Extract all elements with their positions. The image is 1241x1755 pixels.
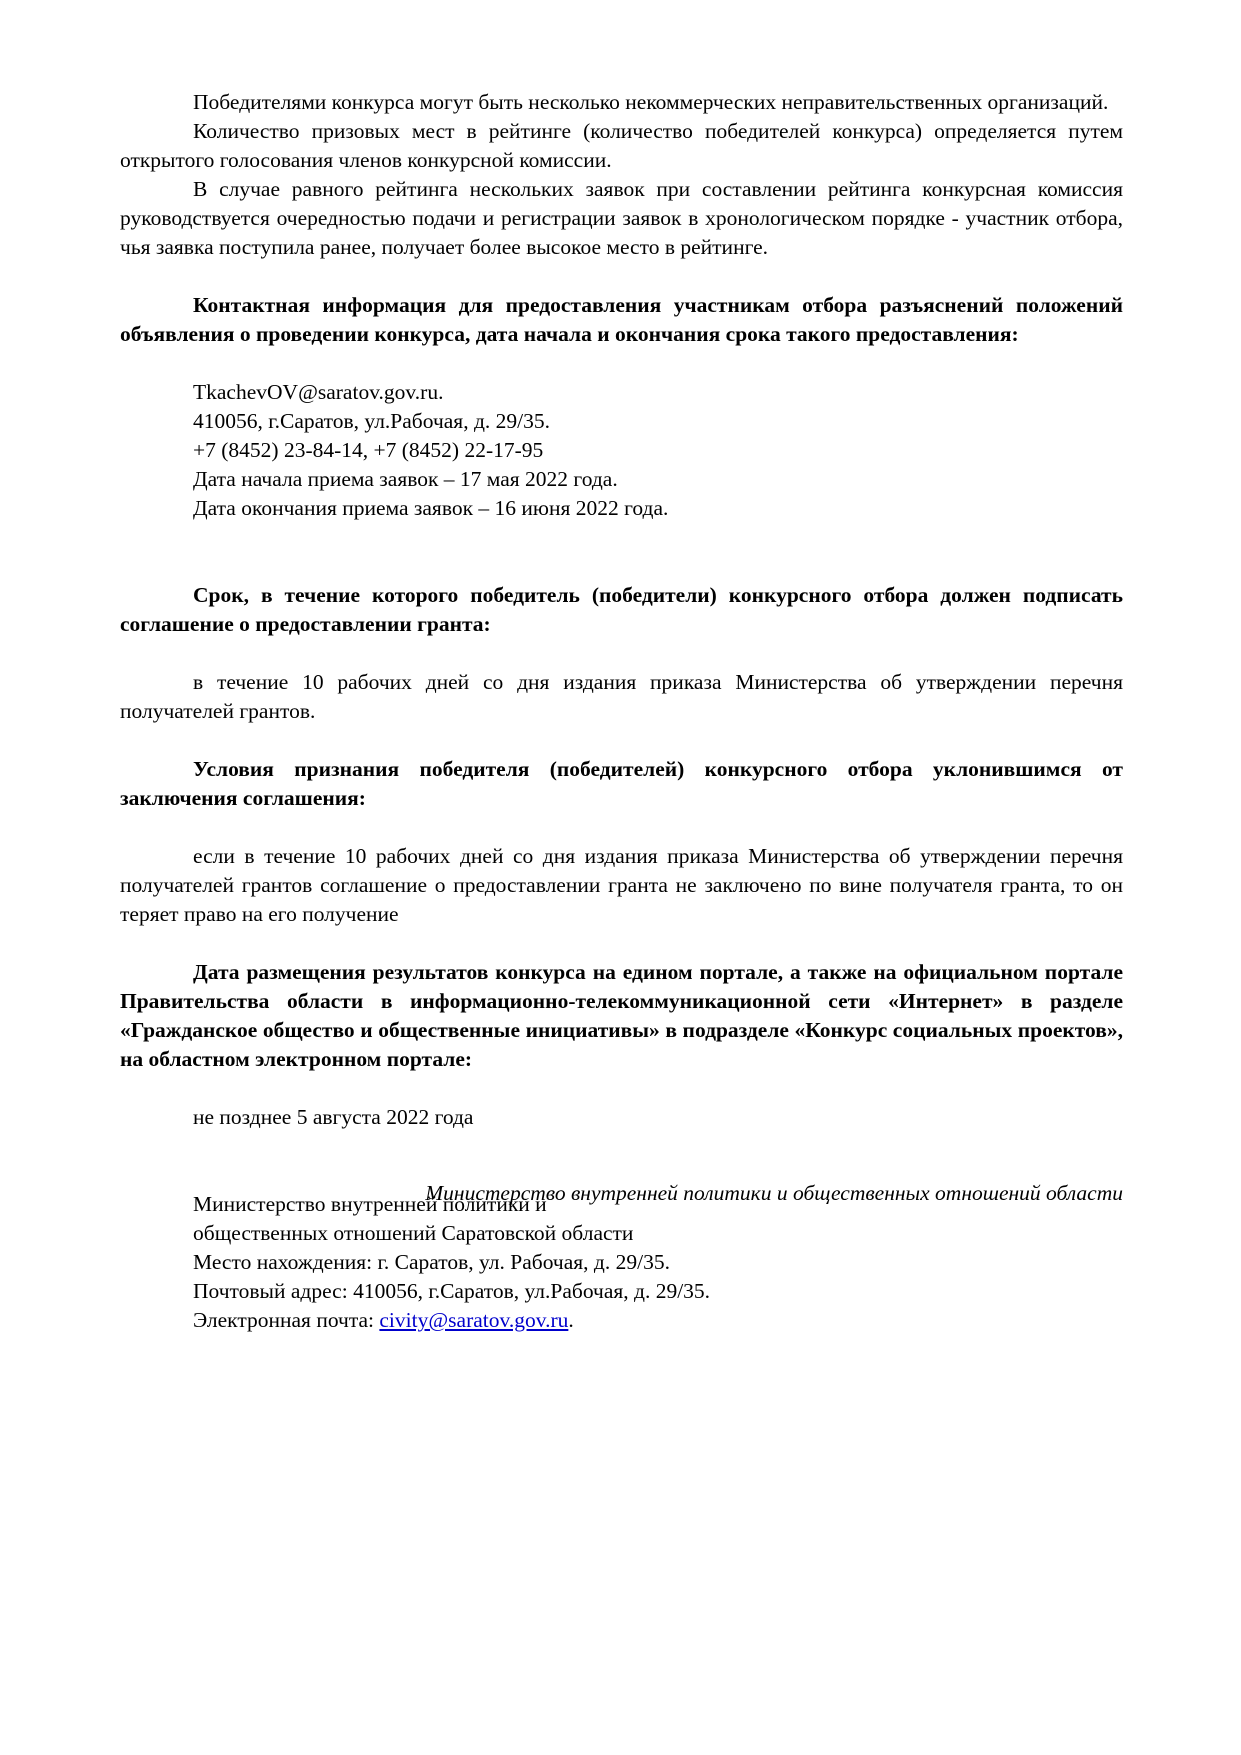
spacer xyxy=(120,262,1123,291)
agreement-term-text: в течение 10 рабочих дней со дня издания приказа Министерства об утверждении перечня получателей грантов. xyxy=(120,670,1123,723)
ministry-email-link[interactable]: civity@saratov.gov.ru xyxy=(379,1308,569,1332)
contacts-end-date: Дата окончания приема заявок – 16 июня 2022 года. xyxy=(193,496,669,520)
ministry-block xyxy=(120,1190,1123,1335)
spacer xyxy=(120,813,1123,842)
contacts-start-date: Дата начала приема заявок – 17 мая 2022 года. xyxy=(193,467,618,491)
contacts-heading: Контактная информация для предоставления участникам отбора разъяснений положений объявления о проведении конкурса, дата начала и окончания срока такого предоставления: xyxy=(120,293,1123,346)
ministry-email-suffix: . xyxy=(568,1308,574,1332)
spacer xyxy=(120,639,1123,668)
results-text: не позднее 5 августа 2022 года xyxy=(193,1105,474,1129)
agreement-term-heading: Срок, в течение которого победитель (победители) конкурсного отбора должен подписать соглашение о предоставлении гранта: xyxy=(120,583,1123,636)
intro-paragraph-prize-places: Количество призовых мест в рейтинге (количество победителей конкурса) определяется путем открытого голосования членов конкурсной комиссии. xyxy=(120,119,1123,172)
contacts-phones: +7 (8452) 23-84-14, +7 (8452) 22-17-95 xyxy=(193,438,544,462)
ministry-email-label: Электронная почта: xyxy=(193,1308,380,1332)
ministry-postal-address: Почтовый адрес: 410056, г.Саратов, ул.Рабочая, д. 29/35. xyxy=(193,1279,711,1303)
ministry-location: Место нахождения: г. Саратов, ул. Рабочая, д. 29/35. xyxy=(193,1250,670,1274)
contacts-block xyxy=(120,378,1123,523)
footer-signature: Министерство внутренней политики и общественных отношений области xyxy=(425,1181,1123,1205)
contacts-email: TkachevOV@saratov.gov.ru. xyxy=(193,380,444,404)
spacer xyxy=(120,349,1123,378)
intro-paragraph-winners: Победителями конкурса могут быть несколько некоммерческих неправительственных организаций. xyxy=(193,90,1109,114)
evasion-heading: Условия признания победителя (победителей) конкурсного отбора уклонившимся от заключения соглашения: xyxy=(120,757,1123,810)
ministry-name-line1: Министерство внутренней политики и xyxy=(193,1192,547,1216)
spacer xyxy=(120,929,1123,958)
intro-paragraph-equal-rating: В случае равного рейтинга нескольких заявок при составлении рейтинга конкурсная комиссия руководствуется очередностью подачи и регистрации заявок в хронологическом порядке - участник отбора, чья заявка поступила ранее, получает более высокое место в рейтинге. xyxy=(120,177,1123,259)
ministry-name-line2: общественных отношений Саратовской области xyxy=(193,1221,634,1245)
spacer xyxy=(120,1074,1123,1103)
results-heading: Дата размещения результатов конкурса на едином портале, а также на официальном портале Правительства области в информационно-телекоммуникационной сети «Интернет» в разделе «Гражданское общество и общественные инициативы» в подразделе «Конкурс социальных проектов», на областном электронном портале: xyxy=(120,960,1123,1071)
contacts-address: 410056, г.Саратов, ул.Рабочая, д. 29/35. xyxy=(193,409,550,433)
ministry-email-line xyxy=(193,1306,1123,1335)
spacer xyxy=(120,726,1123,755)
evasion-text: если в течение 10 рабочих дней со дня издания приказа Министерства об утверждении перечня получателей грантов соглашение о предоставлении гранта не заключено по вине получателя гранта, то он теряет право на его получение xyxy=(120,844,1123,926)
document-page xyxy=(120,88,1123,1335)
spacer xyxy=(120,523,1123,581)
